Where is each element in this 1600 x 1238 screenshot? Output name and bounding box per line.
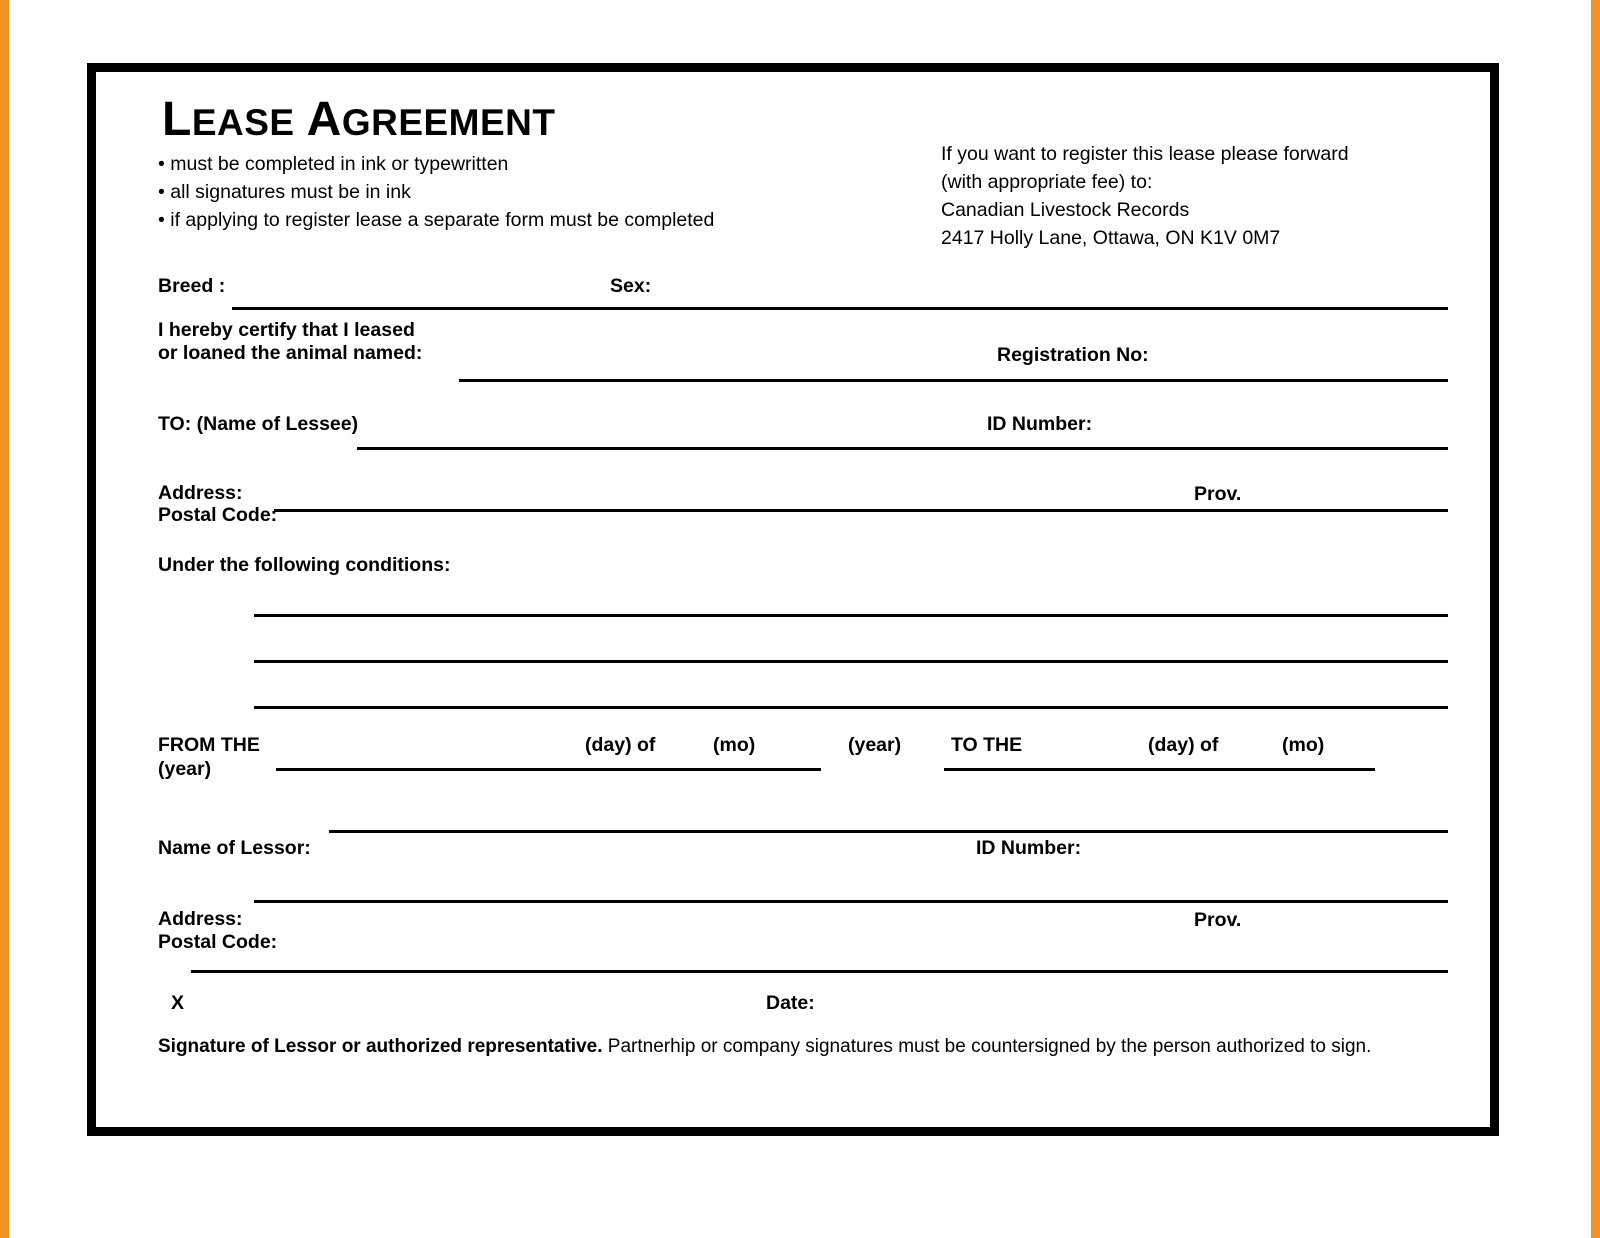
title-text-lease-l: L	[162, 93, 192, 146]
field-animal-name-line[interactable]	[459, 379, 1448, 382]
registration-note-line-4: 2417 Holly Lane, Ottawa, ON K1V 0M7	[941, 227, 1281, 249]
registration-note-line-1: If you want to register this lease please forward	[941, 143, 1349, 165]
label-id-number-lessee: ID Number:	[987, 413, 1093, 435]
label-year-from: (year)	[848, 734, 902, 756]
instruction-item-2: • all signatures must be in ink	[158, 181, 411, 203]
label-from-the: FROM THE	[158, 734, 260, 756]
title-text-agreement-a: A	[306, 93, 342, 146]
label-signature-x: X	[171, 992, 185, 1014]
signature-footnote-rest: Partnerhip or company signatures must be countersigned by the person authorized to sign.	[602, 1036, 1372, 1057]
registration-note	[941, 140, 1349, 252]
label-lessee: TO: (Name of Lessee)	[158, 413, 359, 435]
label-name-of-lessor: Name of Lessor:	[158, 837, 311, 859]
field-conditions-line-3[interactable]	[254, 706, 1448, 709]
label-address-lessor: Address:	[158, 908, 243, 930]
page-title	[162, 92, 556, 147]
label-day-of-from: (day) of	[585, 734, 656, 756]
label-mo-from: (mo)	[713, 734, 756, 756]
label-certify-line-1: I hereby certify that I leased	[158, 319, 415, 341]
label-year-to: (year)	[158, 758, 212, 780]
label-postal-code-lessee: Postal Code:	[158, 504, 278, 526]
field-conditions-line-2[interactable]	[254, 660, 1448, 663]
label-to-the: TO THE	[951, 734, 1023, 756]
registration-note-line-3: Canadian Livestock Records	[941, 199, 1190, 221]
label-breed: Breed :	[158, 275, 226, 297]
field-address-lessee-line[interactable]	[274, 509, 1448, 512]
label-certify-line-2: or loaned the animal named:	[158, 342, 423, 364]
instructions-list	[158, 150, 714, 234]
field-lessee-line[interactable]	[357, 447, 1448, 450]
label-postal-code-lessor: Postal Code:	[158, 931, 278, 953]
field-to-date-line[interactable]	[944, 768, 1375, 771]
field-lessor-name-line[interactable]	[329, 830, 1448, 833]
label-address-lessee: Address:	[158, 482, 243, 504]
signature-footnote-bold: Signature of Lessor or authorized representative.	[158, 1036, 603, 1057]
registration-note-line-2: (with appropriate fee) to:	[941, 171, 1153, 193]
label-prov-lessee: Prov.	[1194, 483, 1242, 505]
field-from-date-line[interactable]	[276, 768, 821, 771]
instruction-item-1: • must be completed in ink or typewritten	[158, 153, 509, 175]
title-text-agreement-rest: GREEMENT	[341, 102, 556, 143]
label-id-number-lessor: ID Number:	[976, 837, 1082, 859]
label-prov-lessor: Prov.	[1194, 909, 1242, 931]
label-sex: Sex:	[610, 275, 652, 297]
label-conditions: Under the following conditions:	[158, 554, 451, 576]
field-address-lessor-line[interactable]	[254, 900, 1448, 903]
label-date: Date:	[766, 992, 815, 1014]
lease-agreement-document	[87, 63, 1499, 1136]
title-text-lease-rest: EASE	[191, 102, 295, 143]
label-registration-no: Registration No:	[997, 344, 1149, 366]
field-conditions-line-1[interactable]	[254, 614, 1448, 617]
signature-footnote	[158, 1036, 1371, 1058]
field-breed-sex-line[interactable]	[232, 307, 1448, 310]
instruction-item-3: • if applying to register lease a separate form must be completed	[158, 209, 715, 231]
label-day-of-to: (day) of	[1148, 734, 1219, 756]
label-mo-to: (mo)	[1282, 734, 1325, 756]
field-postal-code-lessor-line[interactable]	[191, 970, 1448, 973]
